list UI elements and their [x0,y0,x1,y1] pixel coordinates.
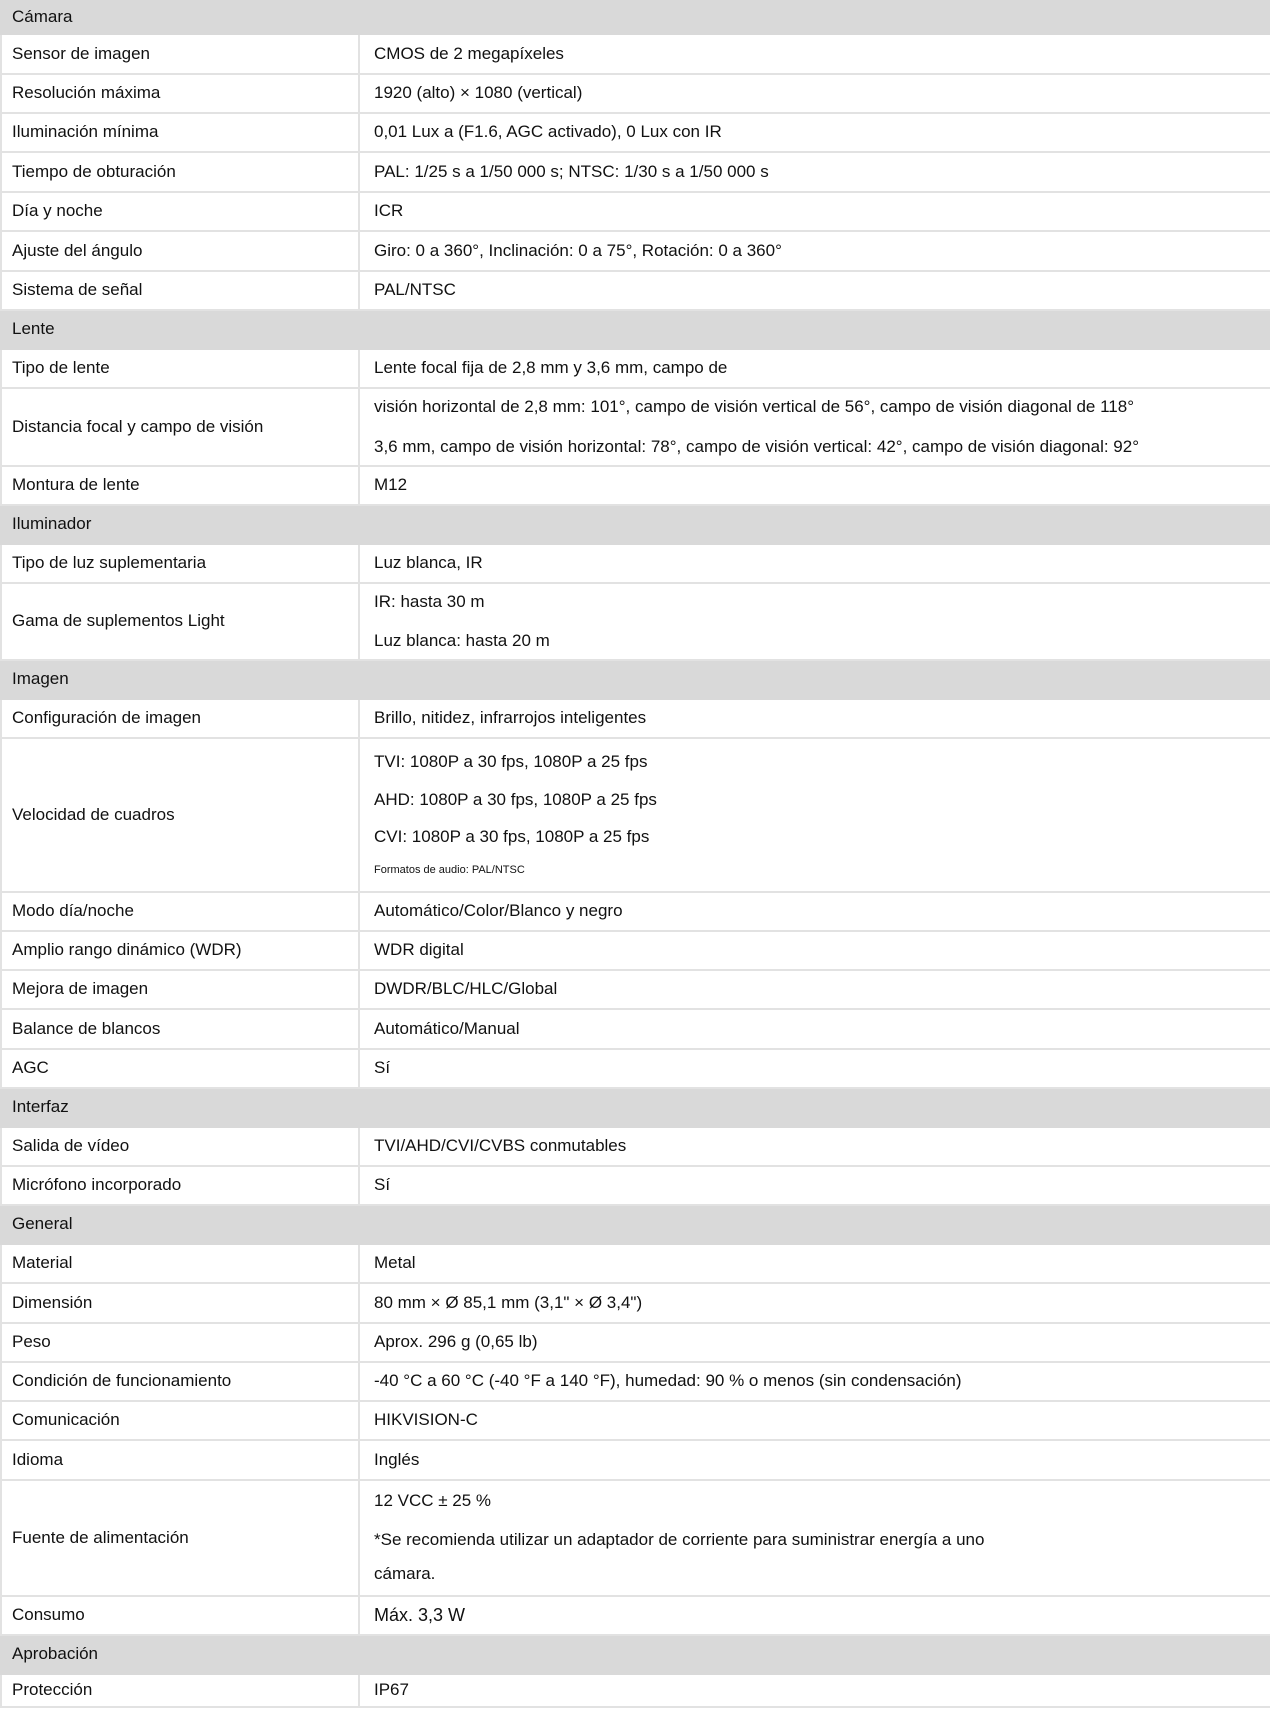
spec-row-obturacion [1,152,1270,192]
spec-value-line: IR: hasta 30 m [374,592,485,612]
spec-value-line: TVI: 1080P a 30 fps, 1080P a 25 fps [374,752,648,772]
spec-row-balance-blancos [1,1009,1270,1049]
spec-label: Montura de lente [1,466,359,505]
spec-row-velocidad-cuadros [1,738,1270,892]
spec-row-mejora-imagen [1,970,1270,1009]
spec-row-senal [1,271,1270,310]
section-header-interfaz [1,1088,1270,1127]
section-title: Imagen [1,660,1270,699]
spec-row-dimension [1,1283,1270,1323]
spec-value: -40 °C a 60 °C (-40 °F a 140 °F), humedad: 90 % o menos (sin condensación) [359,1362,1270,1401]
spec-label: Consumo [1,1596,359,1635]
spec-value-line: visión horizontal de 2,8 mm: 101°, campo de visión vertical de 56°, campo de visión diagonal de 118° [374,396,1135,416]
spec-value: IP67 [359,1674,1270,1707]
spec-value-group [359,388,1270,466]
spec-value-line: cámara. [374,1564,436,1584]
spec-value: Automático/Color/Blanco y negro [359,892,1270,931]
spec-label: Mejora de imagen [1,970,359,1009]
spec-row-sensor [1,34,1270,74]
spec-label: Velocidad de cuadros [1,738,359,892]
spec-label: Iluminación mínima [1,113,359,152]
spec-label: Tipo de lente [1,349,359,388]
section-title: Interfaz [1,1088,1270,1127]
section-title: Lente [1,310,1270,349]
spec-value-group [359,583,1270,660]
spec-row-proteccion [1,1674,1270,1707]
spec-value: 0,01 Lux a (F1.6, AGC activado), 0 Lux con IR [359,113,1270,152]
spec-value: Sí [359,1049,1270,1088]
spec-label: Comunicación [1,1401,359,1440]
spec-row-resolucion [1,74,1270,113]
spec-value-line: 3,6 mm, campo de visión horizontal: 78°, campo de visión vertical: 42°, campo de visión diagonal: 92° [374,437,1140,456]
spec-value: ICR [359,192,1270,231]
section-header-aprobacion [1,1635,1270,1674]
spec-label: Fuente de alimentación [1,1480,359,1596]
spec-label: Peso [1,1323,359,1362]
spec-row-configuracion [1,699,1270,738]
spec-row-dia-noche [1,192,1270,231]
spec-row-peso [1,1323,1270,1362]
section-header-general [1,1205,1270,1244]
spec-value: Aprox. 296 g (0,65 lb) [359,1323,1270,1362]
section-header-camara [1,1,1270,34]
spec-value: HIKVISION-C [359,1401,1270,1440]
spec-row-gama-suplementos [1,583,1270,660]
spec-row-montura [1,466,1270,505]
spec-row-iluminacion [1,113,1270,152]
section-title: Aprobación [1,1635,1270,1674]
spec-row-condicion [1,1362,1270,1401]
section-header-imagen [1,660,1270,699]
spec-row-alimentacion [1,1480,1270,1596]
spec-value: Inglés [359,1440,1270,1480]
spec-value-group [359,1480,1270,1596]
spec-value-line: CVI: 1080P a 30 fps, 1080P a 25 fps [374,827,650,847]
spec-value-line: *Se recomienda utilizar un adaptador de corriente para suministrar energía a uno [374,1529,985,1549]
spec-value: 80 mm × Ø 85,1 mm (3,1" × Ø 3,4") [359,1283,1270,1323]
spec-row-microfono [1,1166,1270,1205]
spec-value: PAL/NTSC [359,271,1270,310]
spec-label: Protección [1,1674,359,1707]
spec-value: Giro: 0 a 360°, Inclinación: 0 a 75°, Rotación: 0 a 360° [359,231,1270,271]
spec-label: Ajuste del ángulo [1,231,359,271]
section-header-iluminador [1,505,1270,544]
spec-row-consumo [1,1596,1270,1635]
spec-label: Tiempo de obturación [1,152,359,192]
spec-row-idioma [1,1440,1270,1480]
spec-value: CMOS de 2 megapíxeles [359,34,1270,74]
spec-value: Metal [359,1244,1270,1283]
spec-label: Condición de funcionamiento [1,1362,359,1401]
spec-label: Día y noche [1,192,359,231]
spec-row-agc [1,1049,1270,1088]
spec-label: Balance de blancos [1,1009,359,1049]
spec-value: 1920 (alto) × 1080 (vertical) [359,74,1270,113]
spec-value-line: Luz blanca: hasta 20 m [374,630,550,650]
spec-value: Brillo, nitidez, infrarrojos inteligentes [359,699,1270,738]
spec-row-tipo-lente [1,349,1270,388]
spec-value: Máx. 3,3 W [359,1596,1270,1635]
section-title: Iluminador [1,505,1270,544]
spec-row-angulo [1,231,1270,271]
spec-label: Salida de vídeo [1,1127,359,1166]
section-title: General [1,1205,1270,1244]
spec-value-line: AHD: 1080P a 30 fps, 1080P a 25 fps [374,789,657,809]
spec-label: Sistema de señal [1,271,359,310]
spec-value: Automático/Manual [359,1009,1270,1049]
spec-label: Gama de suplementos Light [1,583,359,660]
spec-value: M12 [359,466,1270,505]
spec-value-line: 12 VCC ± 25 % [374,1491,492,1511]
spec-row-wdr [1,931,1270,970]
spec-label: Dimensión [1,1283,359,1323]
spec-row-distancia-focal [1,388,1270,466]
spec-value-group [359,738,1270,892]
section-header-lente [1,310,1270,349]
spec-label: Modo día/noche [1,892,359,931]
spec-value: Lente focal fija de 2,8 mm y 3,6 mm, campo de [359,349,1270,388]
spec-row-material [1,1244,1270,1283]
spec-row-comunicacion [1,1401,1270,1440]
spec-row-salida-video [1,1127,1270,1166]
spec-value-line: Formatos de audio: PAL/NTSC [374,864,525,877]
spec-label: AGC [1,1049,359,1088]
spec-row-modo-dia-noche [1,892,1270,931]
spec-label: Idioma [1,1440,359,1480]
spec-row-luz-suplementaria [1,544,1270,583]
spec-value: Luz blanca, IR [359,544,1270,583]
section-title: Cámara [1,1,1270,34]
spec-label: Configuración de imagen [1,699,359,738]
spec-label: Distancia focal y campo de visión [1,388,359,466]
spec-label: Tipo de luz suplementaria [1,544,359,583]
spec-value: DWDR/BLC/HLC/Global [359,970,1270,1009]
spec-label: Sensor de imagen [1,34,359,74]
spec-value: Sí [359,1166,1270,1205]
spec-value: WDR digital [359,931,1270,970]
spec-label: Resolución máxima [1,74,359,113]
spec-value: TVI/AHD/CVI/CVBS conmutables [359,1127,1270,1166]
spec-value: PAL: 1/25 s a 1/50 000 s; NTSC: 1/30 s a 1/50 000 s [359,152,1270,192]
spec-label: Micrófono incorporado [1,1166,359,1205]
spec-label: Material [1,1244,359,1283]
spec-label: Amplio rango dinámico (WDR) [1,931,359,970]
